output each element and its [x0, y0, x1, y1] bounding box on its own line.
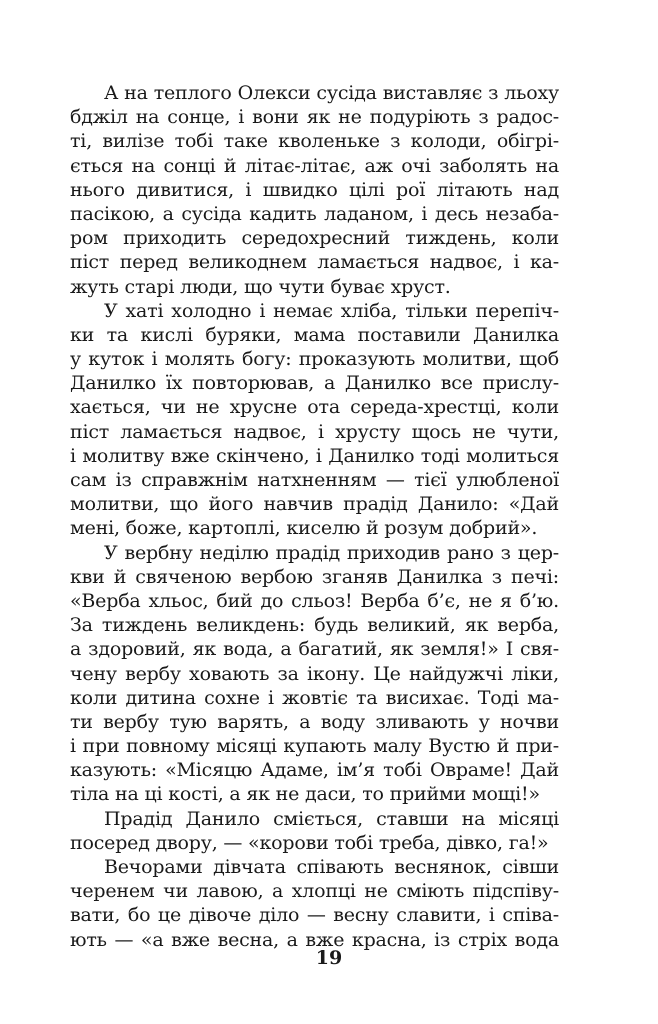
text-line: черенем чи лавою, а хлопці не сміють підспіву- [70, 880, 559, 903]
text-line: і при повному місяці купають малу Вустю й при- [70, 735, 559, 758]
text-line: Прадід Данило сміється, ставши на місяці [104, 807, 559, 830]
text-line: піст перед великоднем ламається надвоє, і ка- [70, 251, 559, 274]
text-line: А на теплого Олекси сусіда виставляє з льоху [104, 82, 559, 104]
body-text [70, 81, 559, 952]
text-line: тіла на ці кості, а як не даси, то прийми мощі!» [70, 783, 540, 806]
text-line: сам із справжнім натхненням — тієї улюбленої [70, 469, 559, 491]
text-line: хається, чи не хрусне ота середа-хрестці, коли [70, 396, 559, 419]
text-line: ють — «а вже весна, а вже красна, із стріх вода [70, 928, 559, 951]
text-line: ється на сонці й літає-літає, аж очі заболять на [70, 154, 559, 177]
page-number: 19 [315, 947, 343, 969]
text-line: молитви, що його навчив прадід Данило: «Дай [70, 493, 559, 516]
text-line: ти вербу тую варять, а воду зливають у ночви [70, 710, 559, 733]
text-line: чену вербу ховають за ікону. Це найдужчі ліки, [70, 662, 559, 685]
text-line: Данилко їх повторював, а Данилко все прислу- [70, 372, 559, 395]
text-line: і молитву вже скінчено, і Данилко тоді молиться [70, 444, 559, 467]
text-line: кви й свяченою вербою зганяв Данилка з печі: [70, 565, 559, 588]
text-line: У вербну неділю прадід приходив рано з цер- [104, 541, 559, 564]
text-line: коли дитина сохне і жовтіє та висихає. Тоді ма- [70, 686, 559, 709]
text-line: жуть старі люди, що чути буває хруст. [70, 275, 451, 298]
text-line: За тиждень великдень: будь великий, як верба, [70, 614, 559, 637]
text-line: «Верба хльос, бий до сльоз! Верба б’є, не я б’ю. [70, 589, 559, 612]
text-line: Вечорами дівчата співають веснянок, сівши [104, 856, 559, 878]
text-line: вати, бо це дівоче діло — весну славити, і співа- [70, 904, 559, 927]
text-line: піст ламається надвоє, і хрусту щось не чути, [70, 420, 559, 443]
text-line: У хаті холодно і немає хліба, тільки перепіч- [104, 299, 559, 322]
text-line: посеред двору, — «корови тобі треба, дівко, га!» [70, 831, 549, 854]
text-line: у куток і молять богу: проказують молитви, щоб [70, 348, 559, 371]
text-line: казують: «Місяцю Адаме, ім’я тобі Овраме! Дай [70, 759, 559, 782]
text-line: ті, вилізе тобі таке кволеньке з колоди, обігрі- [70, 130, 559, 153]
text-line: мені, боже, картоплі, киселю й розум добрий». [70, 517, 538, 540]
text-line: ром приходить середохресний тиждень, коли [70, 227, 559, 250]
text-line: бджіл на сонце, і вони як не подуріють з радос- [70, 106, 559, 129]
text-line: ки та кислі буряки, мама поставили Данилка [70, 323, 559, 346]
text-line: пасікою, а сусіда кадить ладаном, і десь незаба- [70, 202, 559, 225]
text-line: а здоровий, як вода, а багатий, як земля!» І свя- [70, 638, 559, 661]
text-line: нього дивитися, і швидко цілі рої літають над [70, 178, 559, 201]
